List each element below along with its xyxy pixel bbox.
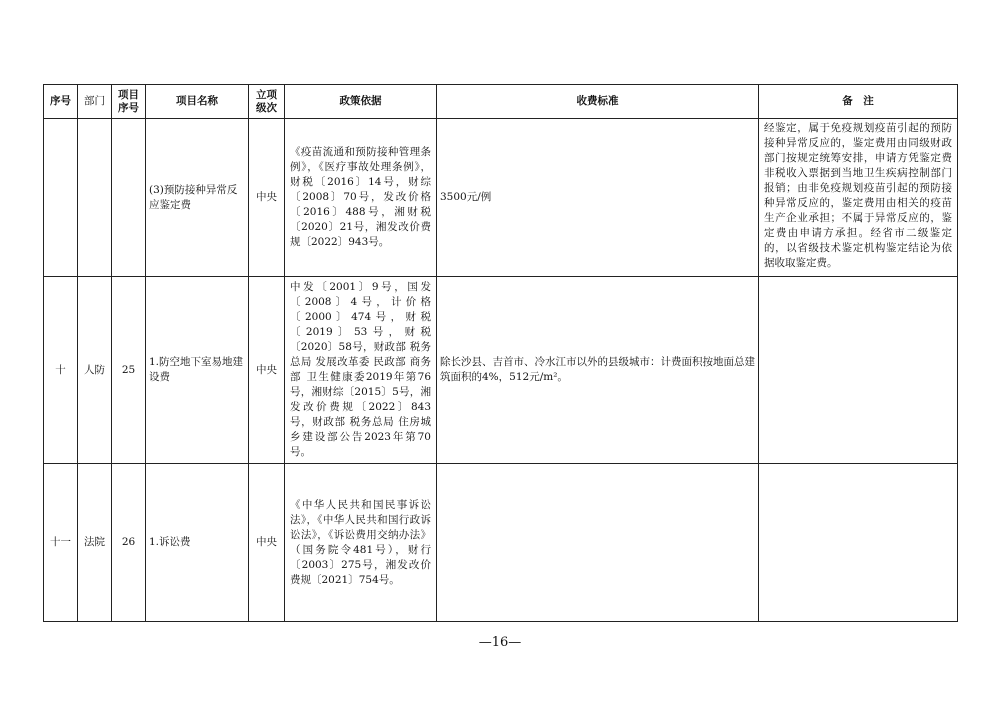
- fee-table: [43, 84, 958, 622]
- table-row: [44, 464, 958, 622]
- cell-dept: 法院: [78, 464, 112, 622]
- header-item-name: 项目名称: [146, 85, 249, 119]
- header-dept: 部门: [78, 85, 112, 119]
- header-seq: 序号: [44, 85, 78, 119]
- cell-note: 经鉴定，属于免疫规划疫苗引起的预防接种异常反应的，鉴定费用由同级财政部门按规定统筹安排，申请方凭鉴定费非税收入票据到当地卫生疾病控制部门报销；由非免疫规划疫苗引起的预防接种异常反应的，鉴定费用由相关的疫苗生产企业承担；不属于异常反应的，鉴定费由申请方承担。经省市二级鉴定的，以省级技术鉴定机构鉴定结论为依据收取鉴定费。: [759, 119, 958, 277]
- cell-policy: 《疫苗流通和预防接种管理条例》，《医疗事故处理条例》，财税〔2016〕14号，财综〔2008〕70号，发改价格〔2016〕488号，湘财税〔2020〕21号，湘发改价费规〔2022〕943号。: [285, 119, 437, 277]
- cell-item-name: 1.诉讼费: [146, 464, 249, 622]
- cell-seq: 十一: [44, 464, 78, 622]
- header-policy: 政策依据: [285, 85, 437, 119]
- cell-dept: 人防: [78, 277, 112, 464]
- cell-fee: 3500元/例: [437, 119, 759, 277]
- cell-dept: [78, 119, 112, 277]
- cell-policy: 《中华人民共和国民事诉讼法》，《中华人民共和国行政诉讼法》，《诉讼费用交纳办法》（国务院令481号），财行〔2003〕275号，湘发改价费规〔2021〕754号。: [285, 464, 437, 622]
- cell-item-no: [112, 119, 146, 277]
- cell-seq: [44, 119, 78, 277]
- header-item-no: 项目 序号: [112, 85, 146, 119]
- cell-item-name: (3)预防接种异常反应鉴定费: [146, 119, 249, 277]
- cell-seq: 十: [44, 277, 78, 464]
- cell-fee: [437, 464, 759, 622]
- header-level: 立项 级次: [249, 85, 285, 119]
- cell-level: 中央: [249, 119, 285, 277]
- cell-item-no: 25: [112, 277, 146, 464]
- cell-item-name: 1.防空地下室易地建设费: [146, 277, 249, 464]
- table-row: [44, 277, 958, 464]
- cell-item-no: 26: [112, 464, 146, 622]
- cell-level: 中央: [249, 277, 285, 464]
- table-row: [44, 119, 958, 277]
- header-note: 备 注: [759, 85, 958, 119]
- cell-note: [759, 277, 958, 464]
- cell-level: 中央: [249, 464, 285, 622]
- header-row: [44, 85, 958, 119]
- page-number: —16—: [478, 635, 522, 650]
- cell-policy: 中发〔2001〕9号，国发〔2008〕4号，计价格〔2000〕474号，财税〔2019〕53号，财税〔2020〕58号，财政部 税务总局 发展改革委 民政部 商务部 卫生健康委2019年第76号，湘财综〔2015〕5号，湘发改价费规〔2022〕843号，财政部 税务总局 住房城乡建设部公告2023年第70号。: [285, 277, 437, 464]
- header-fee: 收费标准: [437, 85, 759, 119]
- cell-note: [759, 464, 958, 622]
- cell-fee: 除长沙县、吉首市、冷水江市以外的县级城市：计费面积按地面总建筑面积的4%，512元/m²。: [437, 277, 759, 464]
